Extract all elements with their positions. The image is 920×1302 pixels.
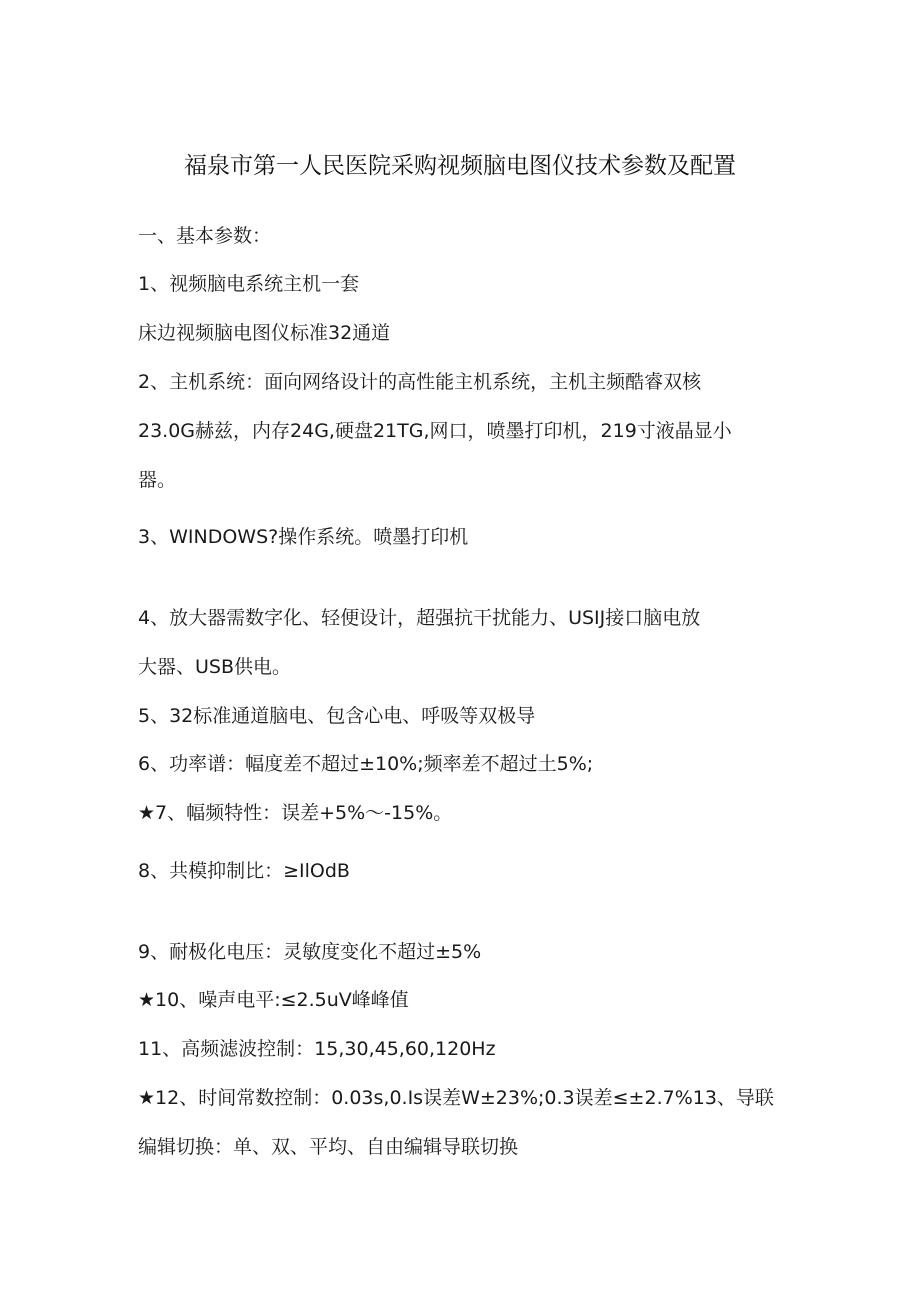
item-7-amplitude-frequency: ★7、幅频特性：误差+5%～-15%。 — [138, 802, 453, 824]
item-1-channels: 床边视频脑电图仪标准32通道 — [138, 322, 391, 344]
item-12-time-constant-line2: 编辑切换：单、双、平均、自由编辑导联切换 — [138, 1136, 519, 1158]
item-9-polarization-voltage: 9、耐极化电压：灵敏度变化不超过±5% — [138, 941, 482, 963]
item-2-host-system-line3: 器。 — [138, 469, 177, 491]
document-title: 福泉市第一人民医院采购视频脑电图仪技术参数及配置 — [184, 153, 736, 179]
item-6-power-spectrum: 6、功率谱：幅度差不超过±10%;频率差不超过土5%; — [138, 753, 594, 775]
item-5-channels: 5、32标准通道脑电、包含心电、呼吸等双极导 — [138, 705, 536, 727]
item-3-os: 3、WINDOWS?操作系统。喷墨打印机 — [138, 526, 469, 548]
item-4-amplifier-line1: 4、放大器需数字化、轻便设计，超强抗干扰能力、USIJ接口脑电放 — [138, 607, 701, 629]
item-4-amplifier-line2: 大器、USB供电。 — [138, 656, 292, 678]
section-heading-basic-params: 一、基本参数： — [138, 225, 272, 247]
item-10-noise-level: ★10、噪声电平:≤2.5uV峰峰值 — [138, 989, 409, 1011]
item-2-host-system-line1: 2、主机系统：面向网络设计的高性能主机系统，主机主频酷睿双核 — [138, 371, 702, 393]
item-12-time-constant-line1: ★12、时间常数控制：0.03s,0.Is误差W±23%;0.3误差≤±2.7%13、导联 — [138, 1087, 774, 1109]
item-8-cmrr: 8、共模抑制比：≥IlOdB — [138, 860, 350, 882]
item-1-host-set: 1、视频脑电系统主机一套 — [138, 273, 360, 295]
item-2-host-system-line2: 23.0G赫兹，内存24G,硬盘21TG,网口，喷墨打印机，219寸液晶显小 — [138, 420, 732, 442]
item-11-high-frequency-filter: 11、高频滤波控制：15,30,45,60,120Hz — [138, 1038, 496, 1060]
